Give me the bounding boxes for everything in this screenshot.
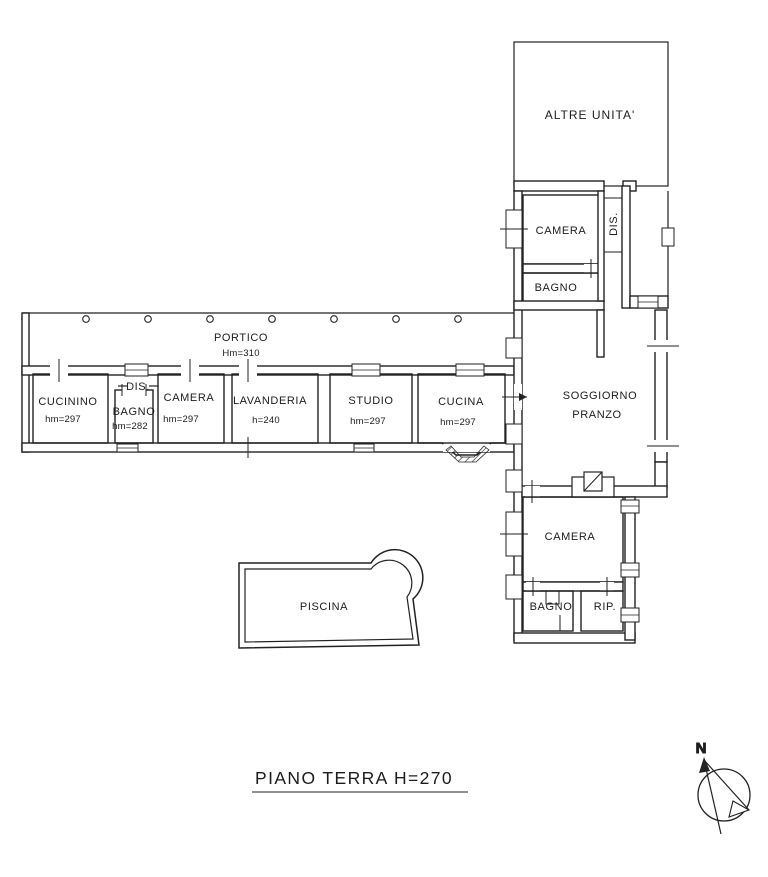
- compass-crossline: [704, 760, 749, 810]
- south-wall-left-wing: [22, 443, 514, 452]
- wall-soggiorno-top: [514, 301, 604, 310]
- entrance-bay: [443, 444, 490, 462]
- room-label-piscina: PISCINA: [299, 601, 349, 613]
- room-lavanderia: [232, 374, 318, 443]
- room-cucinino: [33, 374, 108, 443]
- room-camera-left: [158, 374, 224, 443]
- room-label-camera-top: CAMERA: [535, 225, 587, 237]
- compass-circle: [698, 769, 750, 821]
- room-studio: [330, 374, 412, 443]
- room-height-cucina: hm=297: [440, 417, 476, 428]
- room-height-bagno-left: hm=282: [112, 421, 148, 432]
- room-label-portico: PORTICO: [213, 332, 269, 344]
- west-wall: [22, 313, 29, 452]
- room-label-cucinino: CUCININO: [38, 396, 98, 408]
- room-label-cucina: CUCINA: [438, 396, 484, 408]
- room-label-lavanderia: LAVANDERIA: [232, 395, 308, 407]
- portico-columns: [22, 316, 462, 323]
- room-height-camera-left: hm=297: [163, 414, 199, 425]
- plan-title: PIANO TERRA H=270: [255, 768, 454, 788]
- room-label-dis-left: DIS.: [126, 381, 150, 393]
- room-label-pranzo: PRANZO: [572, 409, 622, 421]
- room-height-lavanderia: h=240: [252, 415, 280, 426]
- room-label-studio: STUDIO: [348, 395, 394, 407]
- room-label-bagno-top: BAGNO: [534, 282, 578, 294]
- north-label: N: [695, 740, 707, 757]
- right-block-walls: [500, 42, 679, 643]
- wall-altre-camera: [514, 181, 604, 191]
- wall-south-right-block: [514, 633, 635, 643]
- room-label-camera-left: CAMERA: [163, 392, 215, 404]
- window-east-boundary: [662, 228, 674, 246]
- dis-corridor-west-wall: [598, 191, 604, 301]
- dis-corridor-east-wall: [622, 186, 630, 308]
- pool-outline: [239, 550, 423, 648]
- room-label-bagno-bottom: BAGNO: [529, 601, 573, 613]
- room-label-altre-unita: ALTRE UNITA': [544, 108, 636, 122]
- soggiorno-spur-wall: [597, 310, 604, 357]
- soggiorno-east-step: [655, 462, 667, 488]
- room-label-dis-right: DIS.: [608, 212, 620, 236]
- room-label-bagno-left: BAGNO: [112, 406, 156, 418]
- right-block-west-wall: [514, 191, 522, 640]
- room-label-camera-bottom: CAMERA: [544, 531, 596, 543]
- room-height-portico: Hm=310: [222, 348, 260, 359]
- room-label-soggiorno: SOGGIORNO: [562, 390, 638, 402]
- room-height-studio: hm=297: [350, 416, 386, 427]
- fireplace: [572, 472, 614, 497]
- soggiorno-east-wall: [655, 310, 667, 462]
- room-height-cucinino: hm=297: [45, 414, 81, 425]
- door-arrow-icon: [519, 393, 527, 401]
- room-label-rip: RIP.: [593, 601, 617, 613]
- compass-south-tip: [729, 801, 749, 817]
- compass-icon: [696, 740, 750, 834]
